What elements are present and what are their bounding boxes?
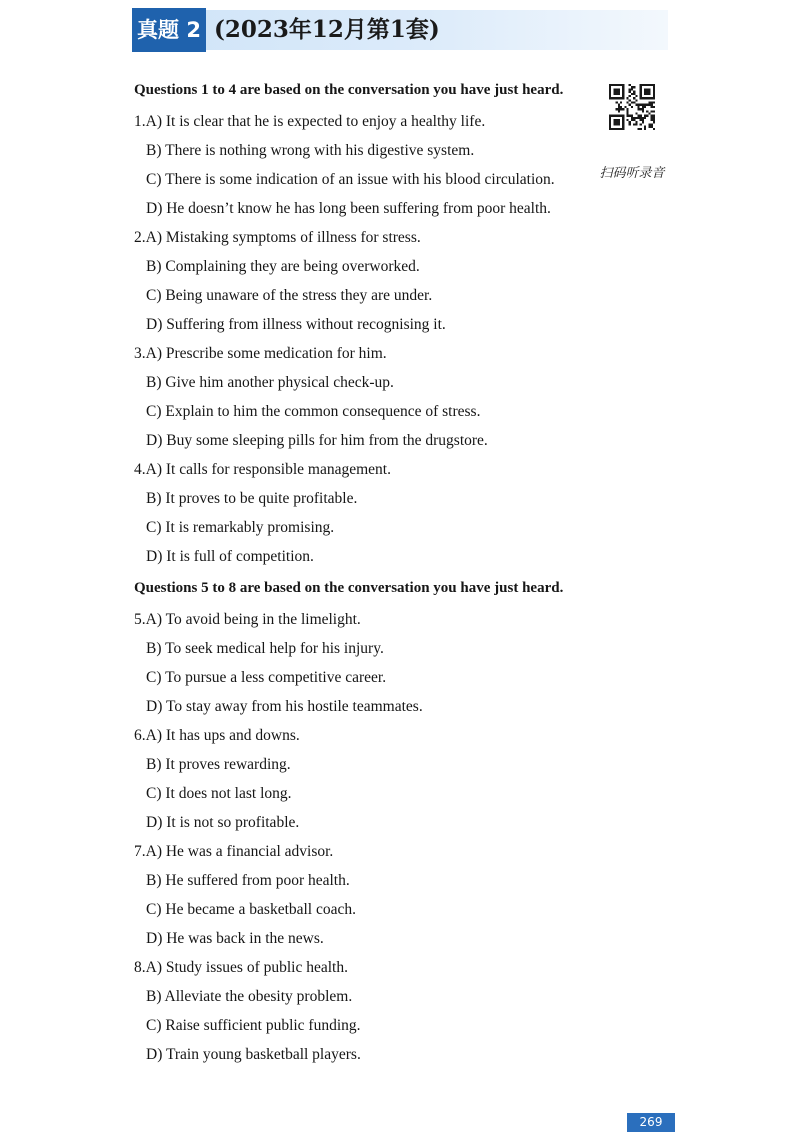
answer-option bbox=[134, 136, 614, 165]
answer-option bbox=[134, 634, 614, 663]
answer-option bbox=[134, 1011, 614, 1040]
option-text: A) Study issues of public health. bbox=[145, 959, 348, 976]
question-first-option bbox=[134, 223, 614, 252]
answer-option bbox=[134, 663, 614, 692]
qr-caption: 扫码听录音 bbox=[599, 166, 665, 181]
question-first-option bbox=[134, 605, 614, 634]
question-first-option bbox=[134, 953, 614, 982]
option-text: B) He suffered from poor health. bbox=[146, 872, 350, 889]
question-number: 4. bbox=[134, 461, 146, 478]
option-text: D) Train young basketball players. bbox=[146, 1046, 361, 1063]
question-first-option bbox=[134, 339, 614, 368]
option-text: D) He was back in the news. bbox=[146, 930, 324, 947]
qr-code-icon[interactable] bbox=[609, 84, 655, 130]
question-number: 6. bbox=[134, 727, 146, 744]
question-first-option bbox=[134, 455, 614, 484]
answer-option bbox=[134, 866, 614, 895]
answer-option bbox=[134, 397, 614, 426]
option-text: A) It is clear that he is expected to enjoy a healthy life. bbox=[145, 113, 486, 130]
question-first-option bbox=[134, 107, 614, 136]
option-text: B) It proves to be quite profitable. bbox=[146, 490, 358, 507]
answer-option bbox=[134, 513, 614, 542]
question-number: 8. bbox=[134, 959, 146, 976]
option-text: D) It is not so profitable. bbox=[146, 814, 300, 831]
option-text: B) To seek medical help for his injury. bbox=[146, 640, 384, 657]
option-text: B) Alleviate the obesity problem. bbox=[146, 988, 353, 1005]
option-text: D) Buy some sleeping pills for him from the drugstore. bbox=[146, 432, 488, 449]
answer-option bbox=[134, 895, 614, 924]
option-text: C) He became a basketball coach. bbox=[146, 901, 357, 918]
answer-option bbox=[134, 194, 614, 223]
section-heading: Questions 1 to 4 are based on the conversation you have just heard. bbox=[134, 82, 564, 98]
answer-option bbox=[134, 310, 614, 339]
exam-tag: 真题 2 bbox=[132, 8, 206, 52]
answer-option bbox=[134, 750, 614, 779]
answer-option bbox=[134, 281, 614, 310]
option-text: A) It calls for responsible management. bbox=[145, 461, 391, 478]
option-text: C) Explain to him the common consequence of stress. bbox=[146, 403, 481, 420]
answer-option bbox=[134, 542, 614, 571]
option-text: D) It is full of competition. bbox=[146, 548, 314, 565]
question-number: 2. bbox=[134, 229, 146, 246]
answer-option bbox=[134, 484, 614, 513]
option-text: D) He doesn’t know he has long been suffering from poor health. bbox=[146, 200, 551, 217]
answer-option bbox=[134, 165, 614, 194]
option-text: A) To avoid being in the limelight. bbox=[145, 611, 361, 628]
option-text: B) It proves rewarding. bbox=[146, 756, 291, 773]
answer-option bbox=[134, 368, 614, 397]
answer-option bbox=[134, 982, 614, 1011]
answer-option bbox=[134, 924, 614, 953]
option-text: A) Prescribe some medication for him. bbox=[145, 345, 387, 362]
answer-option bbox=[134, 1040, 614, 1069]
question-first-option bbox=[134, 837, 614, 866]
answer-option bbox=[134, 692, 614, 721]
option-text: C) Raise sufficient public funding. bbox=[146, 1017, 361, 1034]
question-number: 1. bbox=[134, 113, 146, 130]
section-1 bbox=[134, 78, 614, 571]
option-text: D) To stay away from his hostile teammates. bbox=[146, 698, 423, 715]
answer-option bbox=[134, 808, 614, 837]
option-text: C) Being unaware of the stress they are under. bbox=[146, 287, 433, 304]
option-text: B) Give him another physical check-up. bbox=[146, 374, 394, 391]
question-number: 3. bbox=[134, 345, 146, 362]
answer-option bbox=[134, 426, 614, 455]
option-text: B) Complaining they are being overworked. bbox=[146, 258, 420, 275]
section-2 bbox=[134, 576, 614, 1069]
option-text: A) He was a financial advisor. bbox=[145, 843, 334, 860]
option-text: A) Mistaking symptoms of illness for stress. bbox=[145, 229, 421, 246]
exam-title: (2023年12月第1套) bbox=[214, 16, 440, 43]
option-text: C) To pursue a less competitive career. bbox=[146, 669, 387, 686]
page-number: 269 bbox=[627, 1113, 675, 1132]
question-first-option bbox=[134, 721, 614, 750]
option-text: A) It has ups and downs. bbox=[145, 727, 300, 744]
question-number: 5. bbox=[134, 611, 146, 628]
option-text: C) There is some indication of an issue with his blood circulation. bbox=[146, 171, 555, 188]
question-number: 7. bbox=[134, 843, 146, 860]
answer-option bbox=[134, 779, 614, 808]
option-text: B) There is nothing wrong with his digestive system. bbox=[146, 142, 475, 159]
option-text: C) It is remarkably promising. bbox=[146, 519, 335, 536]
section-heading: Questions 5 to 8 are based on the conversation you have just heard. bbox=[134, 580, 564, 596]
option-text: C) It does not last long. bbox=[146, 785, 292, 802]
option-text: D) Suffering from illness without recognising it. bbox=[146, 316, 446, 333]
answer-option bbox=[134, 252, 614, 281]
question-list bbox=[134, 78, 614, 1069]
